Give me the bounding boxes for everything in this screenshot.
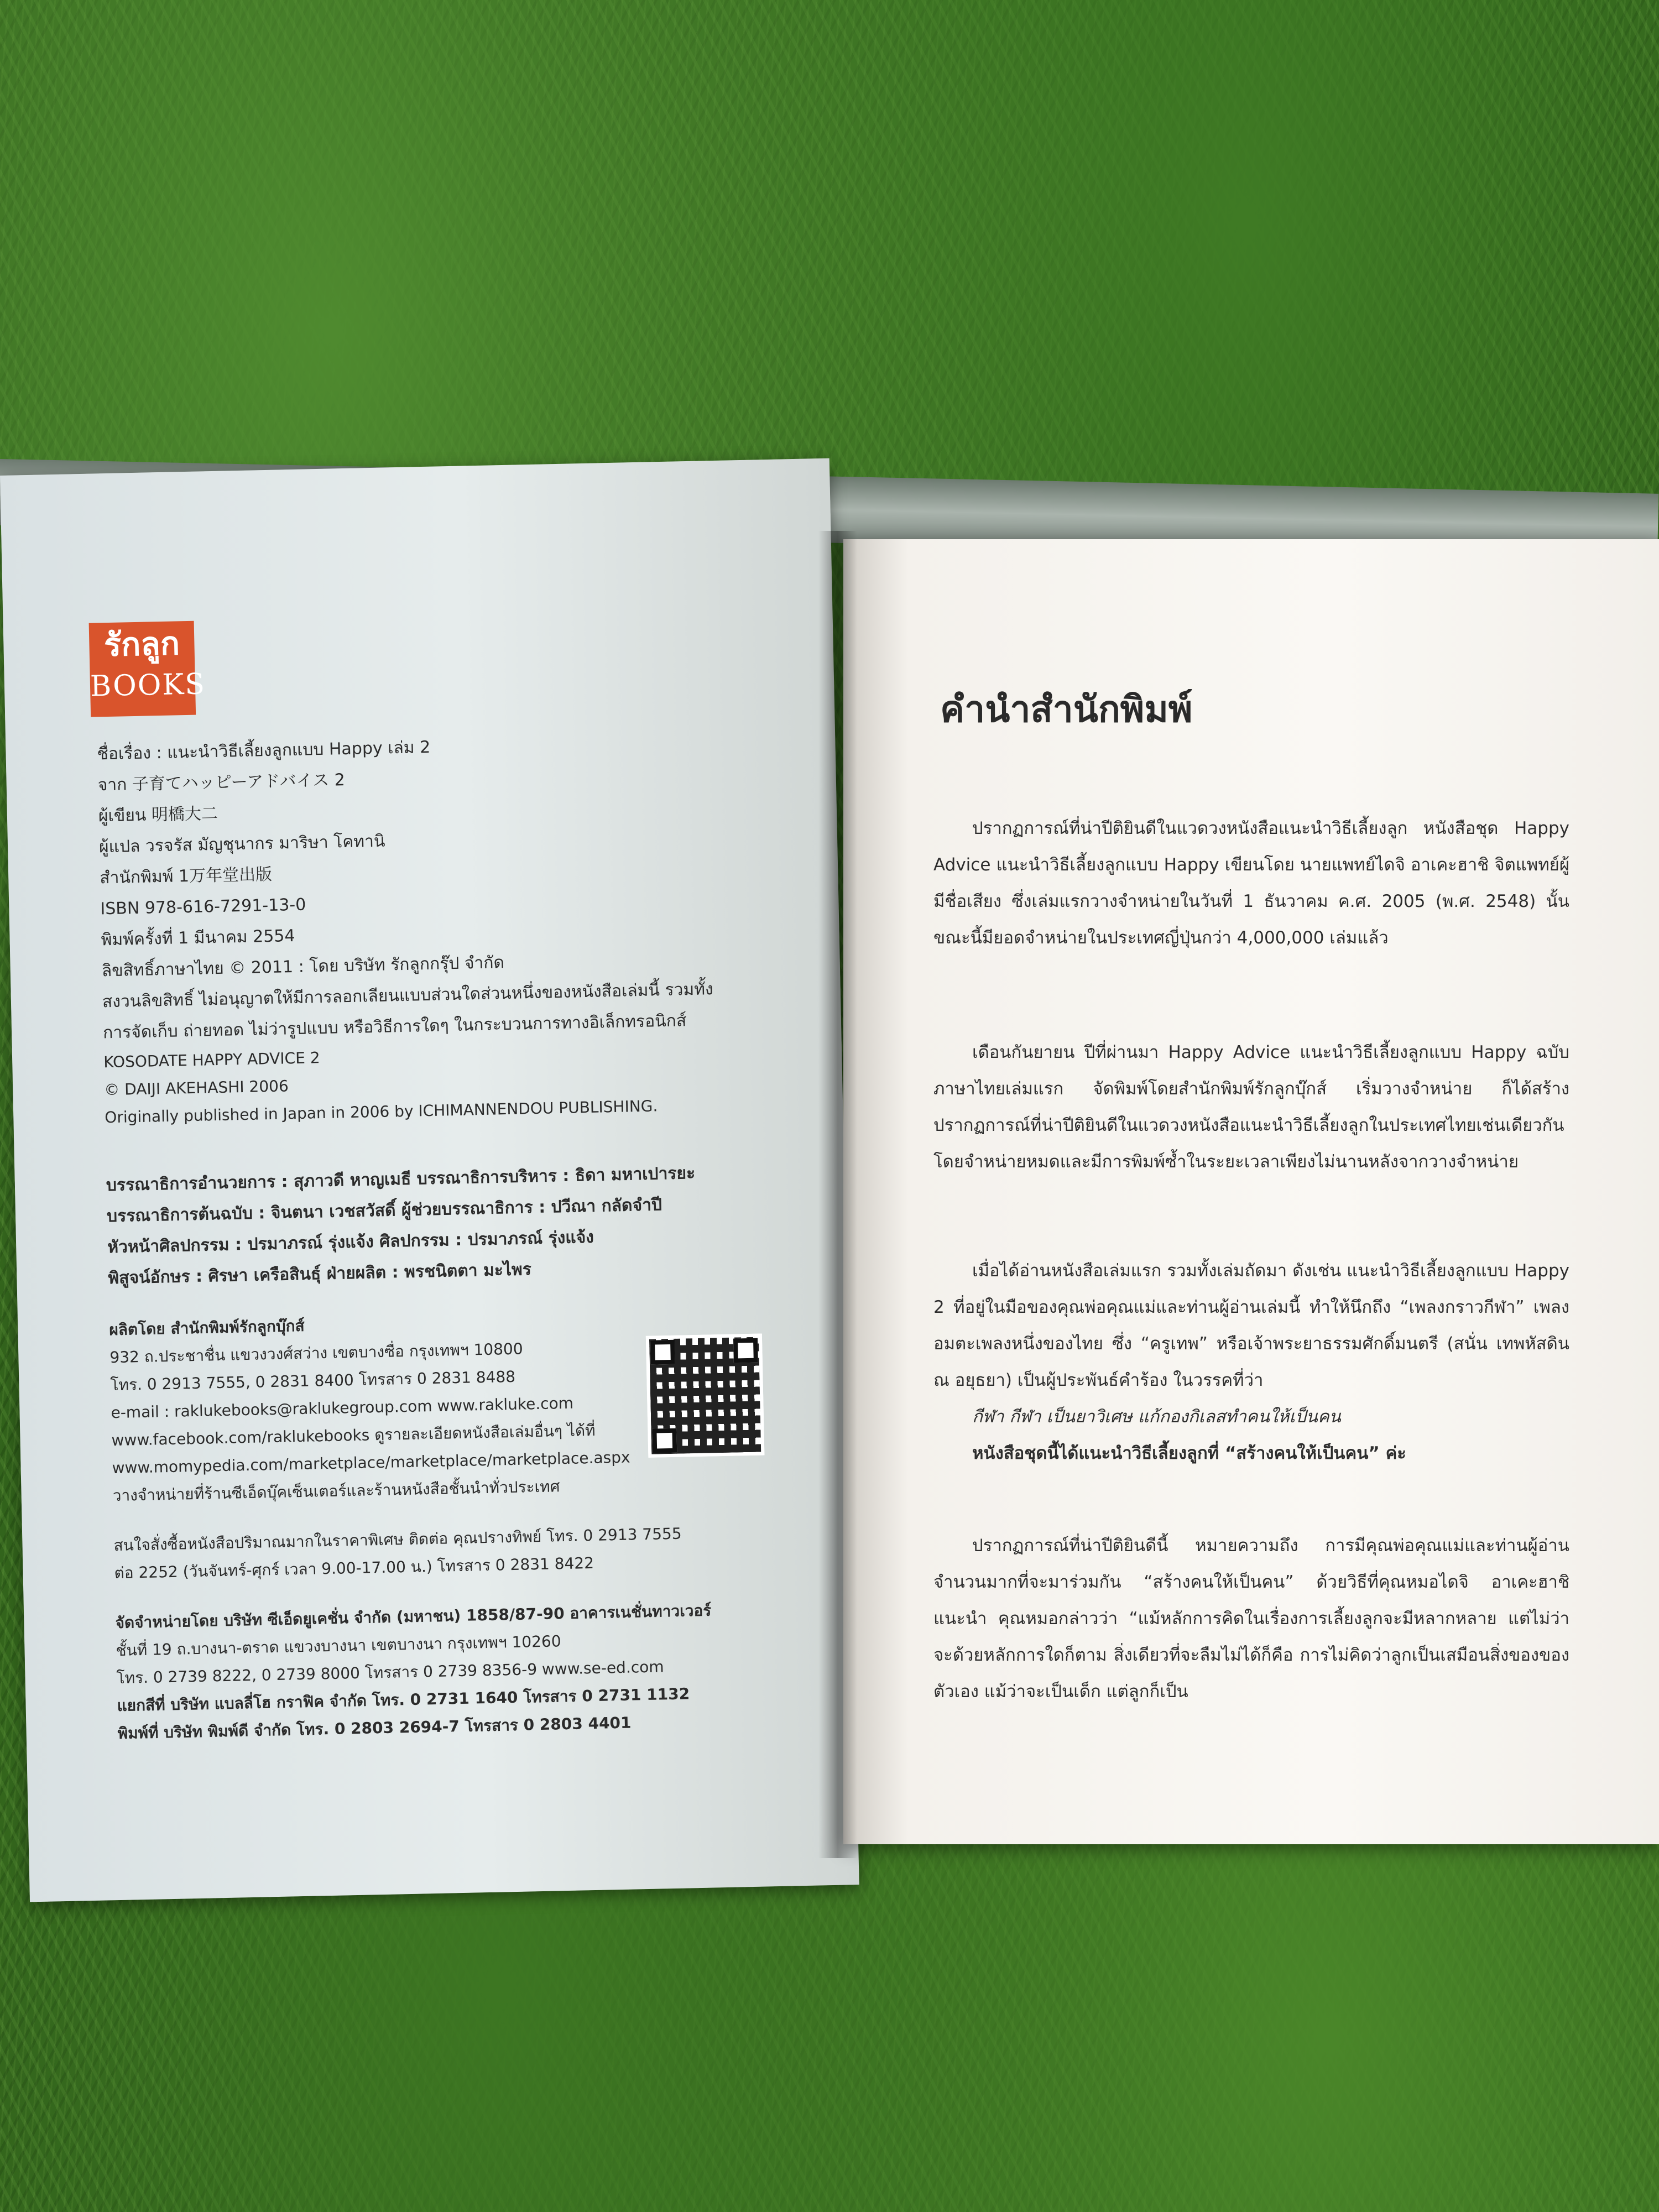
publisher-logo (89, 621, 206, 717)
thai-copyright-line: ลิขสิทธิ์ภาษาไทย © 2011 : โดย บริษัท รักลูกกรุ๊ป จำกัด (101, 953, 505, 981)
foreword-paragraph-4: ปรากฏการณ์ที่น่าปีติยินดีนี้ หมายความถึง การมีคุณพ่อคุณแม่และท่านผู้อ่านจำนวนมากที่จะมาร่วมกัน “สร้างคนให้เป็นคน” ด้วยวิธีที่คุณหมอไดจิ อาเคะฮาชิ แนะนำ คุณหมอกล่าวว่า “แม้หลักการคิดในเรื่องการเลี้ยงลูกจะมีหลากหลาย แต่ไม่ว่าจะด้วยหลักการใดก็ตาม สิ่งเดียวที่จะลืมไม่ได้ก็คือ การไม่คิดว่าลูกเป็นเสมือนสิ่งของของตัวเอง แม้ว่าจะเป็นเด็ก แต่ลูกก็เป็น (933, 1536, 1569, 1702)
book-gutter-shadow (818, 531, 857, 1858)
distribution-line-1: จัดจำหน่ายโดย บริษัท ซีเอ็ดยูเคชั่น จำกัด (มหาชน) 1858/87-90 อาคารเนชั่นทาวเวอร์ (115, 1601, 712, 1632)
original-title-en: KOSODATE HAPPY ADVICE 2 (103, 1048, 320, 1072)
producer-line-6: www.momypedia.com/marketplace/marketplace/marketplace.aspx (112, 1448, 630, 1478)
foreword-paragraph-3-block (933, 1253, 1569, 1472)
producer-line-3: โทร. 0 2913 7555, 0 2831 8400 โทรสาร 0 2831 8488 (110, 1367, 516, 1395)
series-statement: หนังสือชุดนี้ได้แนะนำวิธีเลี้ยงลูกที่ “สร้างคนให้เป็นคน” ค่ะ (972, 1443, 1406, 1463)
foreword-paragraph-2: เดือนกันยายน ปีที่ผ่านมา Happy Advice แนะนำวิธีเลี้ยงลูกแบบ Happy ฉบับภาษาไทยเล่มแรก จัดพิมพ์โดยสำนักพิมพ์รักลูกบุ๊กส์ เริ่มวางจำหน่าย ก็ได้สร้างปรากฏการณ์ที่น่าปีติยินดีในแวดวงหนังสือแนะนำวิธีเลี้ยงลูกในประเทศไทยเช่นเดียวกัน โดยจำหน่ายหมดและมีการพิมพ์ซ้ำในระยะเวลาเพียงไม่นานหลังจากวางจำหน่าย (933, 1042, 1569, 1172)
staff-line-2: บรรณาธิการต้นฉบับ : จินตนา เวชสวัสดิ์ ผู้ช่วยบรรณาธิการ : ปวีณา กลัดจำปี (106, 1195, 662, 1227)
distribution-line-4: แยกสีที่ บริษัท แบลลี่โฮ กราฟิค จำกัด โทร. 0 2731 1640 โทรสาร 0 2731 1132 (117, 1684, 690, 1715)
producer-line-1: ผลิตโดย สำนักพิมพ์รักลูกบุ๊กส์ (109, 1316, 305, 1339)
qr-code-icon (646, 1333, 765, 1457)
distribution-line-2: ชั้นที่ 19 ถ.บางนา-ตราด แขวงบางนา เขตบางนา กรุงเทพฯ 10260 (116, 1632, 561, 1660)
foreword-heading: คำนำสำนักพิมพ์ (940, 688, 1193, 731)
producer-line-5: www.facebook.com/raklukebooks ดูรายละเอียดหนังสือเล่มอื่นๆ ได้ที่ (111, 1421, 596, 1450)
producer-line-7: วางจำหน่ายที่ร้านซีเอ็ดบุ๊คเซ็นเตอร์และร้านหนังสือชั้นนำทั่วประเทศ (112, 1477, 560, 1505)
original-title-line: จาก 子育てハッピーアドバイス 2 (97, 770, 346, 795)
logo-text-top: รักลูก (103, 624, 180, 664)
logo-text-bottom: BOOKS (90, 667, 206, 703)
staff-line-4: พิสูจน์อักษร : ศิรษา เครือสินธุ์ ฝ่ายผลิต : พรชนิตตา มะไพร (108, 1260, 532, 1288)
original-publisher-line: สำนักพิมพ์ 1万年堂出版 (99, 864, 273, 888)
title-line: ชื่อเรื่อง : แนะนำวิธีเลี้ยงลูกแบบ Happy เล่ม 2 (97, 737, 431, 764)
edition-line: พิมพ์ครั้งที่ 1 มีนาคม 2554 (101, 926, 295, 950)
bulk-order-line-1: สนใจสั่งซื้อหนังสือปริมาณมากในราคาพิเศษ ติดต่อ คุณปรางทิพย์ โทร. 0 2913 7555 (113, 1524, 682, 1555)
distribution-line-3: โทร. 0 2739 8222, 0 2739 8000 โทรสาร 0 2739 8356-9 www.se-ed.com (116, 1657, 664, 1688)
bulk-order-line-2: ต่อ 2252 (วันจันทร์-ศุกร์ เวลา 9.00-17.00 น.) โทรสาร 0 2831 8422 (114, 1553, 594, 1583)
original-published: Originally published in Japan in 2006 by ICHIMANNENDOU PUBLISHING. (105, 1097, 658, 1127)
foreword-paragraph-1: ปรากฏการณ์ที่น่าปีติยินดีในแวดวงหนังสือแนะนำวิธีเลี้ยงลูก หนังสือชุด Happy Advice แนะนำวิธีเลี้ยงลูกแบบ Happy เขียนโดย นายแพทย์ไดจิ อาเคะฮาชิ จิตแพทย์ผู้มีชื่อเสียง ซึ่งเล่มแรกวางจำหน่ายในวันที่ 1 ธันวาคม ค.ศ. 2005 (พ.ศ. 2548) นั้น ขณะนี้มียอดจำหน่ายในประเทศญี่ปุ่นกว่า 4,000,000 เล่มแล้ว (933, 818, 1569, 948)
producer-line-2: 932 ถ.ประชาชื่น แขวงวงศ์สว่าง เขตบางซื่อ กรุงเทพฯ 10800 (109, 1339, 523, 1367)
translator-line: ผู้แปล วรจรัส มัญชุนากร มาริษา โคทานิ (98, 831, 385, 857)
copyright-block (97, 725, 798, 1747)
rights-line-2: การจัดเก็บ ถ่ายทอด ไม่ว่ารูปแบบ หรือวิธีการใดๆ ในกระบวนการทางอิเล็กทรอนิกส์ (102, 1011, 687, 1043)
staff-line-1: บรรณาธิการอำนวยการ : สุภาวดี หาญเมธี บรรณาธิการบริหาร : ธิดา มหาเปารยะ (106, 1163, 696, 1196)
author-line: ผู้เขียน 明橋大二 (98, 804, 218, 826)
left-page-copyright (0, 458, 859, 1902)
producer-line-4: e-mail : raklukebooks@raklukegroup.com www.rakluke.com (111, 1394, 574, 1422)
rights-line-1: สงวนลิขสิทธิ์ ไม่อนุญาตให้มีการลอกเลียนแบบส่วนใดส่วนหนึ่งของหนังสือเล่มนี้ รวมทั้ง (102, 979, 713, 1012)
staff-line-3: หัวหน้าศิลปกรรม : ปรมาภรณ์ รุ่งแจ้ง ศิลปกรรม : ปรมาภรณ์ รุ่งแจ้ง (107, 1227, 594, 1258)
foreword-paragraph-3: เมื่อได้อ่านหนังสือเล่มแรก รวมทั้งเล่มถัดมา ดังเช่น แนะนำวิธีเลี้ยงลูกแบบ Happy 2 ที่อยู่ในมือของคุณพ่อคุณแม่และท่านผู้อ่านเล่มนี้ ทำให้นึกถึง “เพลงกราวกีฬา” เพลงอมตะเพลงหนึ่งของไทย ซึ่ง “ครูเทพ” หรือเจ้าพระยาธรรมศักดิ์มนตรี (สนั่น เทพหัสดิน ณ อยุธยา) เป็นผู้ประพันธ์คำร้อง ในวรรคที่ว่า (933, 1261, 1569, 1390)
distribution-line-5: พิมพ์ที่ บริษัท พิมพ์ดี จำกัด โทร. 0 2803 2694-7 โทรสาร 0 2803 4401 (117, 1713, 632, 1743)
song-quote: กีฬา กีฬา เป็นยาวิเศษ แก้กองกิเลสทำคนให้เป็นคน (972, 1407, 1341, 1427)
isbn-line: ISBN 978-616-7291-13-0 (100, 895, 306, 919)
original-copyright: © DAIJI AKEHASHI 2006 (103, 1077, 289, 1099)
